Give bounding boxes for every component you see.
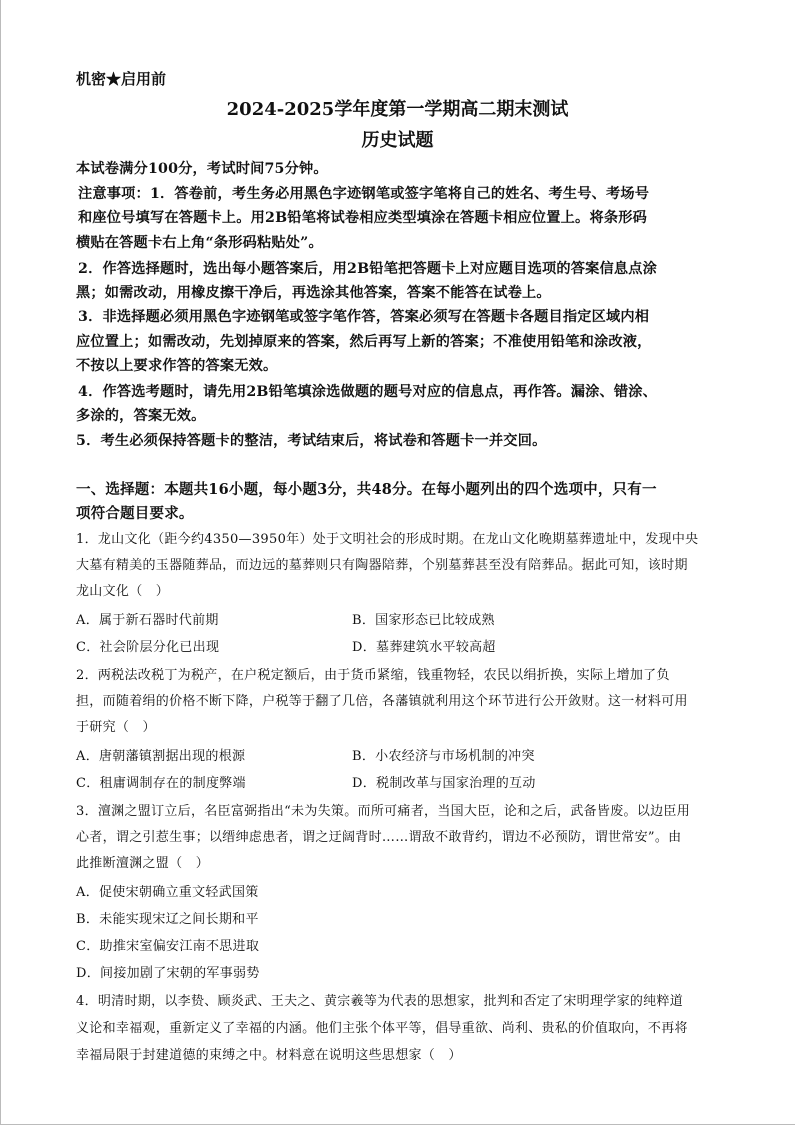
option-b: B．国家形态已比较成熟 [352,613,495,628]
question-stem: 义论和幸福观，重新定义了幸福的内涵。他们主张个体平等，倡导重欲、尚利、贵私的价值取向，不再将 [76,1021,688,1036]
option-a: A．唐朝藩镇割据出现的根源 [76,749,246,764]
option-d: D．墓葬建筑水平较高超 [352,640,496,655]
question-stem: 心者，谓之引惹生事；以缙绅虑患者，谓之迂阔背时……谓敌不敢背约，谓边不必预防，谓世常安”。由 [76,830,682,845]
score-line: 本试卷满分100分，考试时间75分钟。 [76,161,328,177]
question-stem: 幸福局限于封建道德的束缚之中。材料意在说明这些思想家（ ） [76,1048,462,1063]
note-line: 2．作答选择题时，选出每小题答案后，用2B铅笔把答题卡上对应题目选项的答案信息点涂 [78,261,658,277]
exam-subject: 历史试题 [361,130,434,151]
question-stem: 于研究（ ） [76,720,156,735]
question-stem: 大墓有精美的玉器随葬品，而边远的墓葬则只有陶器陪葬，个别墓葬甚至没有陪葬品。据此可知，该时期 [76,558,688,573]
note-line: 横贴在答题卡右上角“条形码粘贴处”。 [76,235,323,251]
option-c: C．社会阶层分化已出现 [76,640,220,655]
option-c: C．助推宋室偏安江南不思进取 [76,939,260,954]
note-line: 多涂的，答案无效。 [76,408,206,424]
note-line: 5．考生必须保持答题卡的整洁，考试结束后，将试卷和答题卡一并交回。 [76,433,547,449]
question-stem: 2．两税法改税丁为税产，在户税定额后，由于货币紧缩，钱重物轻，农民以绢折换，实际上增加了负 [76,668,670,683]
note-line: 应位置上；如需改动，先划掉原来的答案，然后再写上新的答案；不准使用铅笔和涂改液， [76,334,652,350]
question-stem: 4．明清时期，以李贽、顾炎武、王夫之、黄宗羲等为代表的思想家，批判和否定了宋明理学家的纯粹道 [76,994,684,1009]
option-c: C．租庸调制存在的制度弊端 [76,776,246,791]
section-heading: 一、选择题：本题共16小题，每小题3分，共48分。在每小题列出的四个选项中，只有一 [76,481,657,498]
exam-title: 2024-2025学年度第一学期高二期末测试 [226,99,569,120]
option-d: D．税制改革与国家治理的互动 [352,776,536,791]
option-b: B．小农经济与市场机制的冲突 [352,749,535,764]
question-stem: 1．龙山文化（距今约4350—3950年）处于文明社会的形成时期。在龙山文化晚期墓葬遗址中，发现中央 [76,532,699,547]
note-line: 注意事项：1．答卷前，考生务必用黑色字迹钢笔或签字笔将自己的姓名、考生号、考场号 [78,186,650,202]
confidential-label: 机密★启用前 [76,70,167,88]
page-border-left [0,0,1,1125]
question-stem: 此推断澶渊之盟（ ） [76,856,210,871]
option-b: B．未能实现宋辽之间长期和平 [76,912,259,927]
option-d: D．间接加剧了宋朝的军事弱势 [76,966,260,981]
question-stem: 龙山文化（ ） [76,584,170,599]
question-stem: 担，而随着绢的价格不断下降，户税等于翻了几倍，各藩镇就利用这个环节进行公开敛财。这一材料可用 [76,694,688,709]
note-line: 和座位号填写在答题卡上。用2B铅笔将试卷相应类型填涂在答题卡相应位置上。将条形码 [78,210,647,226]
note-line: 4．作答选考题时，请先用2B铅笔填涂选做题的题号对应的信息点，再作答。漏涂、错涂、 [78,384,658,400]
option-a: A．促使宋朝确立重文轻武国策 [76,885,259,900]
note-line: 3．非选择题必须用黑色字迹钢笔或签字笔作答，答案必须写在答题卡各题目指定区域内相 [78,309,650,325]
note-line: 不按以上要求作答的答案无效。 [76,358,278,374]
section-heading: 项符合题目要求。 [76,505,194,522]
option-a: A．属于新石器时代前期 [76,613,219,628]
question-stem: 3．澶渊之盟订立后，名臣富弼指出“未为失策。而所可痛者，当国大臣，论和之后，武备皆废。以边臣用 [76,804,691,819]
note-line: 黑；如需改动，用橡皮擦干净后，再选涂其他答案，答案不能答在试卷上。 [76,285,551,301]
